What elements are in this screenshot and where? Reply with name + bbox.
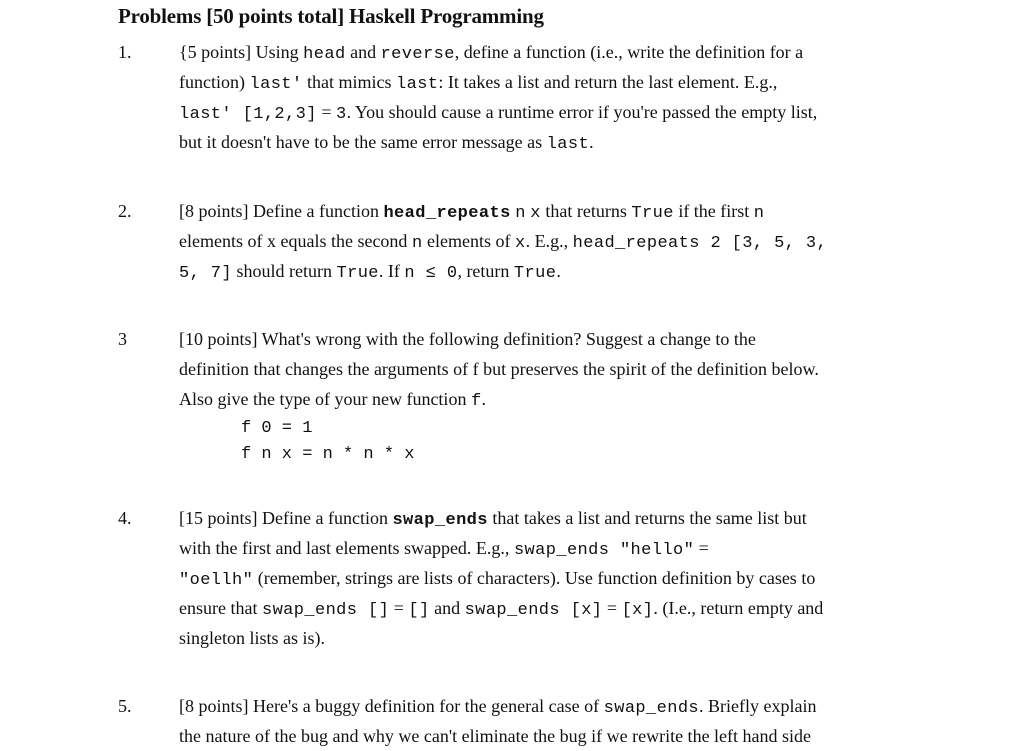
text-fragment: .: [589, 132, 594, 152]
code-true: True: [336, 264, 379, 283]
points-label: [10 points]: [179, 329, 258, 349]
code-n: n: [411, 234, 423, 253]
code-swap-ends: swap_ends: [603, 699, 700, 718]
code-last: last: [396, 75, 439, 94]
text-fragment: . E.g.,: [525, 231, 573, 251]
text-fragment: Using: [251, 42, 304, 62]
text-fragment: Define a function: [257, 508, 393, 528]
code-result: 3: [335, 105, 347, 124]
text-line: [179, 324, 915, 354]
text-fragment: What's wrong with the following definition? Suggest a change to the: [257, 329, 756, 349]
code-line-1: f 0 = 1: [241, 419, 313, 438]
code-line-2: f n x = n * n * x: [241, 445, 415, 464]
text-fragment: elements of: [422, 231, 516, 251]
code-oellh: "oellh": [179, 571, 254, 590]
problem-number: 1.: [118, 42, 132, 62]
code-x: x: [530, 204, 541, 223]
code-x: x: [515, 234, 526, 253]
text-fragment: =: [602, 598, 622, 618]
problem-text: [179, 691, 915, 751]
code-swap-ends: swap_ends: [392, 511, 488, 530]
text-fragment: but it doesn't have to be the same error message as: [179, 132, 547, 152]
text-fragment: that mimics: [302, 72, 396, 92]
code-swap-empty: swap_ends []: [261, 601, 390, 620]
code-n: n: [515, 204, 526, 223]
problem-number: 4.: [118, 508, 132, 528]
text-fragment: =: [389, 598, 409, 618]
code-condition: n ≤ 0: [404, 264, 458, 283]
text-fragment: . Briefly explain: [699, 696, 817, 716]
text-line: [179, 563, 915, 593]
page-heading: Problems [50 points total] Haskell Programming: [118, 4, 544, 28]
text-line: [179, 127, 915, 157]
text-fragment: =: [316, 102, 336, 122]
text-line: [179, 37, 915, 67]
text-line: [179, 196, 915, 226]
text-line: [179, 533, 915, 563]
text-fragment: Here's a buggy definition for the general case of: [248, 696, 604, 716]
code-last-prime: last': [249, 75, 303, 94]
text-line: [179, 691, 915, 721]
points-label: [8 points]: [179, 696, 249, 716]
text-fragment: that returns: [540, 201, 632, 221]
code-swap-hello: swap_ends "hello": [513, 541, 695, 560]
code-head-repeats: head_repeats: [383, 204, 511, 223]
text-line: [179, 593, 915, 623]
problem-number: 2.: [118, 201, 132, 221]
code-example: head_repeats 2 [3, 5, 3,: [572, 234, 828, 253]
text-line: [179, 503, 915, 533]
text-fragment: . (I.e., return empty and: [653, 598, 824, 618]
text-fragment: with the first and last elements swapped. E.g.,: [179, 538, 514, 558]
text-fragment: : It takes a list and return the last element. E.g.,: [438, 72, 778, 92]
text-line: [179, 384, 915, 414]
problem-number: 5.: [118, 696, 132, 716]
problem-text: [179, 196, 915, 286]
points-label: [8 points]: [179, 201, 249, 221]
text-fragment: and: [345, 42, 381, 62]
code-reverse: reverse: [380, 45, 455, 64]
problem-text: [179, 37, 915, 157]
code-true: True: [513, 264, 557, 283]
code-true: True: [631, 204, 674, 223]
problem-text: [179, 503, 915, 653]
text-fragment: if the first: [673, 201, 754, 221]
code-n: n: [753, 204, 765, 223]
text-fragment: Define a function: [248, 201, 384, 221]
text-fragment: Also give the type of your new function: [179, 389, 471, 409]
text-line: [179, 67, 915, 97]
text-line: [179, 97, 915, 127]
code-head: head: [303, 45, 346, 64]
text-fragment: =: [694, 538, 709, 558]
code-last: last: [546, 135, 590, 154]
problem-number: 3: [118, 329, 127, 349]
text-fragment: .: [556, 261, 561, 281]
problem-text: [179, 324, 915, 414]
code-f: f: [470, 392, 482, 411]
text-line: [179, 256, 915, 286]
text-fragment: . You should cause a runtime error if you're passed the empty list,: [346, 102, 818, 122]
code-example: last' [1,2,3]: [179, 105, 317, 124]
points-label: {5 points]: [179, 42, 252, 62]
text-line: singleton lists as is).: [179, 628, 326, 648]
text-fragment: ensure that: [179, 598, 262, 618]
code-example: 5, 7]: [179, 264, 233, 283]
code-empty-list: []: [408, 601, 430, 620]
points-label: [15 points]: [179, 508, 258, 528]
text-fragment: . If: [378, 261, 405, 281]
code-x-list: [x]: [621, 601, 654, 620]
text-fragment: (remember, strings are lists of characters). Use function definition by cases to: [253, 568, 816, 588]
text-fragment: , define a function (i.e., write the definition for a: [454, 42, 804, 62]
text-fragment: should return: [232, 261, 337, 281]
text-line: definition that changes the arguments of f but preserves the spirit of the definition below.: [179, 359, 819, 379]
text-fragment: .: [481, 389, 487, 409]
text-fragment: that takes a list and returns the same list but: [487, 508, 807, 528]
text-line: the nature of the bug and why we can't eliminate the bug if we rewrite the left hand side: [179, 726, 812, 746]
text-fragment: and: [429, 598, 465, 618]
text-line: [179, 226, 915, 256]
code-swap-x: swap_ends [x]: [464, 601, 603, 620]
text-fragment: elements of x equals the second: [179, 231, 412, 251]
text-fragment: function): [179, 72, 250, 92]
text-fragment: , return: [457, 261, 514, 281]
